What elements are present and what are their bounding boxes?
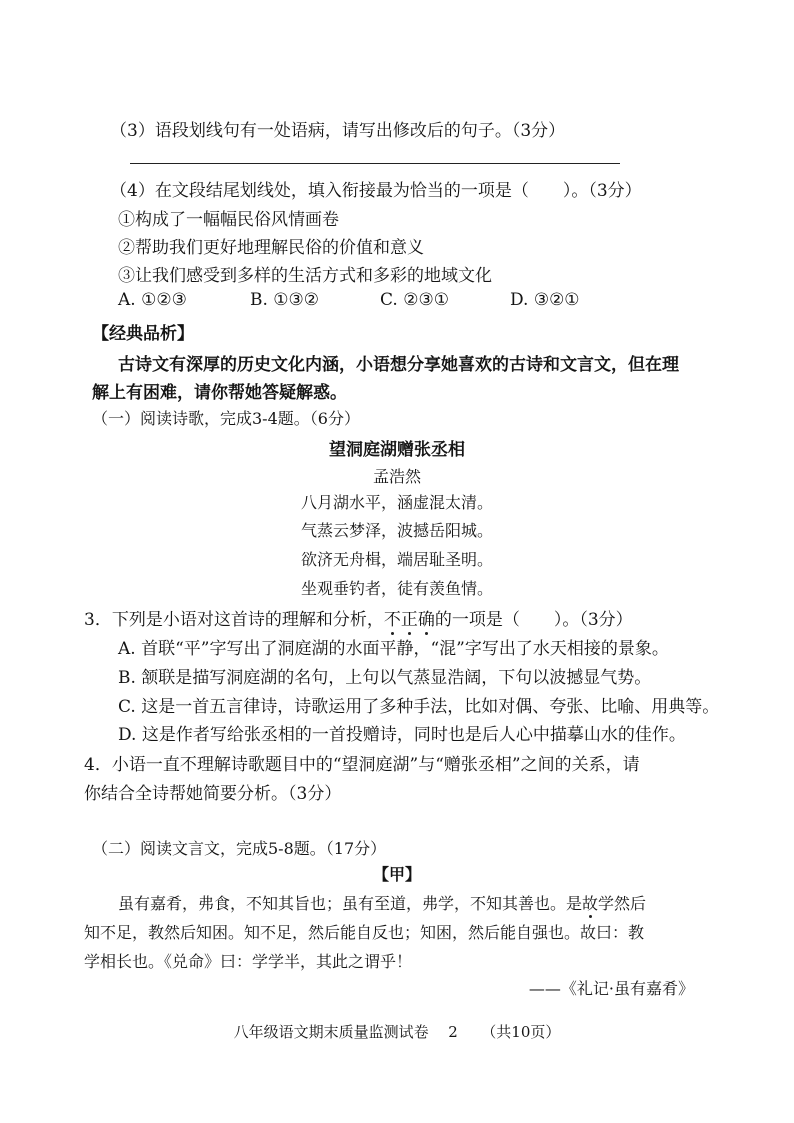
item-2: ②帮助我们更好地理解民俗的价值和意义 <box>118 238 424 258</box>
part-1-heading: （一）阅读诗歌，完成3-4题。（6分） <box>92 409 360 428</box>
poem-line-1: 八月湖水平，涵虚混太清。 <box>300 493 493 512</box>
intro-line-1: 古诗文有深厚的历史文化内涵，小语想分享她喜欢的古诗和文言文，但在理 <box>118 355 679 375</box>
option-b: B. ①③② <box>250 290 320 310</box>
answer-line <box>130 163 620 164</box>
question-3-suffix: 的一项是（ ）。（3分） <box>434 610 633 630</box>
footer-page-number: 2 <box>448 1023 458 1041</box>
passage-line-1 <box>118 891 646 914</box>
sub-question-4: （4）在文段结尾划线处，填入衔接最为恰当的一项是（ ）。（3分） <box>110 181 642 201</box>
question-3 <box>84 605 633 630</box>
emphasis-char-gu: 故 <box>582 894 599 913</box>
part-2-heading: （二）阅读文言文，完成5-8题。（17分） <box>92 839 387 858</box>
question-4-line-1: 4．小语一直不理解诗歌题目中的“望洞庭湖”与“赠张丞相”之间的关系，请 <box>84 755 640 775</box>
page-footer <box>0 1021 794 1042</box>
poem-line-2: 气蒸云梦泽，波撼岳阳城。 <box>300 521 493 540</box>
item-1: ①构成了一幅幅民俗风情画卷 <box>118 210 339 230</box>
item-3: ③让我们感受到多样的生活方式和多彩的地域文化 <box>118 266 492 286</box>
option-c: C. ②③① <box>380 290 449 310</box>
q3-option-a: A. 首联“平”字写出了洞庭湖的水面平静，“混”字写出了水天相接的景象。 <box>118 639 669 659</box>
emphasis-char-2: 正 <box>400 610 418 630</box>
passage-source: ——《礼记·虽有嘉肴》 <box>528 979 694 998</box>
emphasis-char-1: 不 <box>383 610 401 630</box>
passage-line-2: 知不足，教然后知困。知不足，然后能自反也；知困，然后能自强也。故曰：教 <box>84 923 645 942</box>
passage-line-1-a: 虽有嘉肴，弗食，不知其旨也；虽有至道，弗学，不知其善也。是 <box>118 894 583 913</box>
jia-label: 【甲】 <box>372 865 421 884</box>
poem-line-3: 欲济无舟楫，端居耻圣明。 <box>300 550 493 569</box>
passage-line-3: 学相长也。《兑命》曰：学学半，其此之谓乎！ <box>84 952 413 971</box>
question-4-line-2: 你结合全诗帮她简要分析。（3分） <box>84 784 342 804</box>
poem-title: 望洞庭湖赠张丞相 <box>329 440 465 460</box>
footer-title: 八年级语文期末质量监测试卷 <box>233 1023 429 1041</box>
q3-option-c: C. 这是一首五言律诗，诗歌运用了多种手法，比如对偶、夸张、比喻、用典等。 <box>118 697 720 717</box>
q3-option-d: D. 这是作者写给张丞相的一首投赠诗，同时也是后人心中描摹山水的佳作。 <box>118 725 686 745</box>
footer-total-pages: （共10页） <box>481 1023 561 1041</box>
option-a: A. ①②③ <box>118 290 187 310</box>
question-3-prefix: 3．下列是小语对这首诗的理解和分析， <box>84 610 384 630</box>
option-d: D. ③②① <box>510 290 580 310</box>
intro-line-2: 解上有困难，请你帮她答疑解惑。 <box>92 383 347 403</box>
poem-line-4: 坐观垂钓者，徒有羡鱼情。 <box>300 579 493 598</box>
sub-question-3: （3）语段划线句有一处语病，请写出修改后的句子。（3分） <box>110 121 566 141</box>
q3-option-b: B. 颔联是描写洞庭湖的名句，上句以气蒸显浩阔，下句以波撼显气势。 <box>118 668 652 688</box>
poem-author: 孟浩然 <box>372 467 421 486</box>
section-title: 【经典品析】 <box>92 324 194 344</box>
emphasis-char-3: 确 <box>417 610 435 630</box>
passage-line-1-b: 学然后 <box>598 894 647 913</box>
